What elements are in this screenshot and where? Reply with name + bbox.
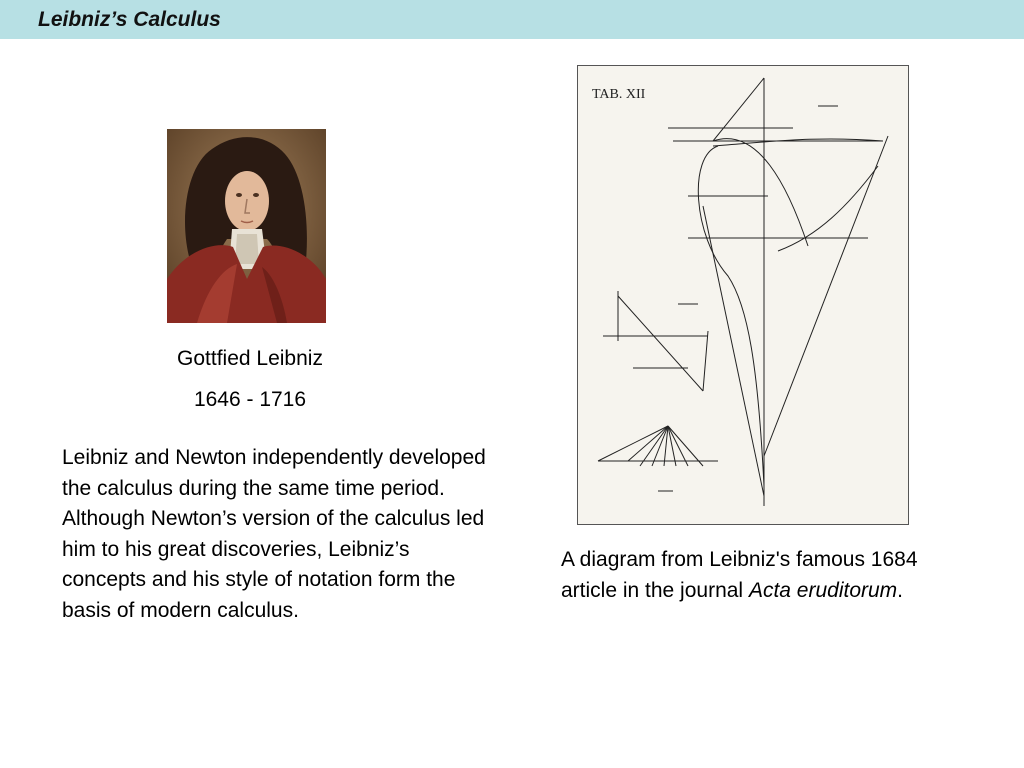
portrait-name: Gottfied Leibniz — [177, 347, 323, 370]
caption-text: A diagram from Leibniz's famous 1684 article in the journal — [561, 548, 918, 602]
leibniz-portrait — [167, 129, 326, 323]
plate-label: TAB. XII — [592, 87, 646, 102]
body-paragraph: Leibniz and Newton independently developed the calculus during the same time period. Although Newton’s version of the calculus led him to his great discoveries, Leibniz’s concepts and his style of notation form the basis of modern calculus. — [62, 446, 486, 622]
caption-period: . — [897, 578, 904, 602]
leibniz-diagram — [577, 65, 909, 525]
title-bar — [0, 0, 1024, 39]
slide-title: Leibniz’s Calculus — [38, 8, 221, 31]
figure-caption — [561, 545, 961, 606]
portrait-dates: 1646 - 1716 — [193, 388, 307, 411]
caption-journal: Acta eruditorum — [748, 578, 898, 602]
